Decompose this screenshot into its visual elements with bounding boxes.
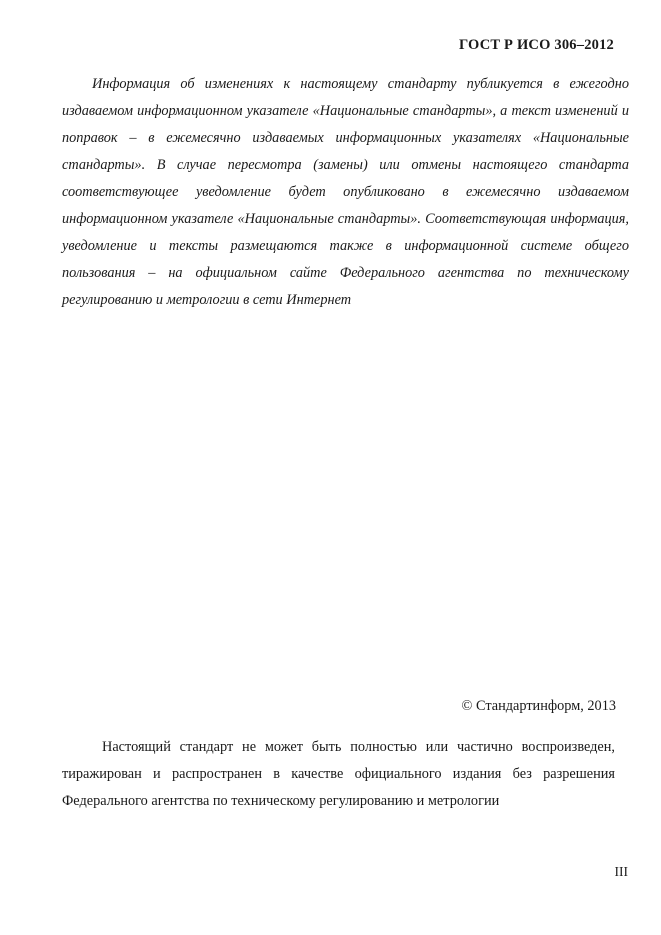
copyright-notice: © Стандартинформ, 2013 (461, 698, 616, 714)
page-number: III (614, 864, 628, 879)
update-information-paragraph: Информация об изменениях к настоящему стандарту публикуется в ежегодно издаваемом информационном указателе «Национальные стандарты», а текст изменений и поправок – в ежемесячно издаваемых информационных указателях «Национальные стандарты». В случае пересмотра (замены) или отмены настоящего стандарта соответствующее уведомление будет опубликовано в ежемесячно издаваемом информационном указателе «Национальные стандарты». Соответствующая информация, уведомление и тексты размещаются также в информационной системе общего пользования – на официальном сайте Федерального агентства по техническому регулированию и метрологии в сети Интернет (62, 76, 629, 308)
reproduction-notice-paragraph: Настоящий стандарт не может быть полностью или частично воспроизведен, тиражирован и распространен в качестве официального издания без разрешения Федерального агентства по техническому регулированию и метрологии (62, 739, 615, 809)
standard-code-header: ГОСТ Р ИСО 306–2012 (458, 37, 614, 53)
